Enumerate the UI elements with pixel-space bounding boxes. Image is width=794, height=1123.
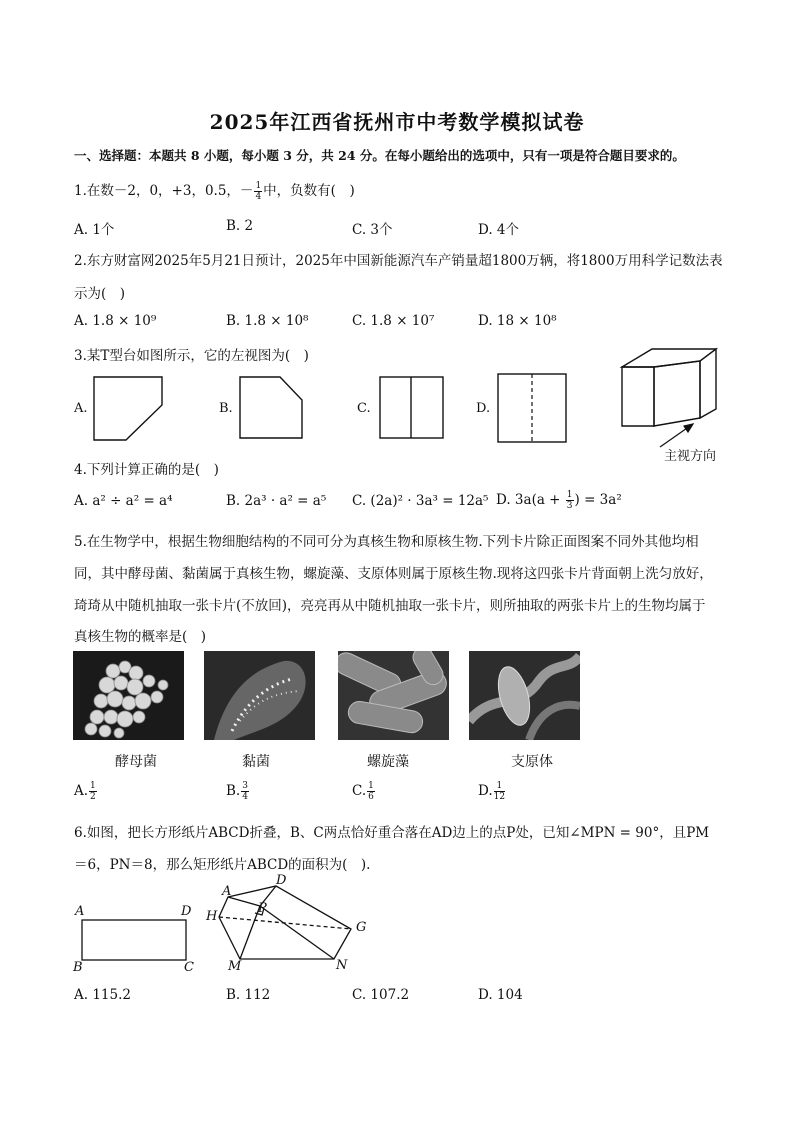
- q5-c-den: 6: [368, 792, 374, 802]
- q4-option-d[interactable]: [496, 490, 622, 511]
- q6-rect-label-a: A: [75, 904, 85, 919]
- caption-spirulina: 螺旋藻: [367, 754, 409, 770]
- q5-option-d[interactable]: [478, 781, 506, 802]
- q6-rect-label-b: B: [73, 960, 83, 975]
- q3-option-d-label[interactable]: D.: [476, 401, 491, 416]
- q4-option-c[interactable]: C. (2a)² · 3a³ = 12a⁵: [352, 493, 489, 509]
- question-5-line-1: 5.在生物学中，根据生物细胞结构的不同可分为真核生物和原核生物.下列卡片除正面图案不同外其他均相: [74, 534, 699, 550]
- q3-shape-a: [94, 377, 162, 440]
- q3-solid-figure: [622, 349, 716, 426]
- section-heading: 一、选择题：本题共 8 小题，每小题 3 分，共 24 分。在每小题给出的选项中，只有一项是符合题目要求的。: [74, 148, 685, 163]
- slime-mold-photo: [204, 651, 315, 740]
- q4-d-frac-num: 1: [566, 490, 573, 500]
- q5-b-den: 4: [242, 792, 248, 802]
- q3-shape-b: [240, 377, 302, 438]
- q1-stem-b: 中，负数有( ): [263, 183, 355, 199]
- q2-option-d[interactable]: D. 18 × 10⁸: [478, 313, 557, 329]
- q1-option-c[interactable]: C. 3个: [352, 222, 393, 238]
- q6-rect-label-d: D: [181, 904, 192, 919]
- q5-option-a[interactable]: [74, 781, 98, 802]
- q4-option-b[interactable]: B. 2a³ · a² = a⁵: [226, 493, 327, 509]
- q6-fold-label-m: M: [228, 959, 242, 974]
- q2-option-a[interactable]: A. 1.8 × 10⁹: [74, 313, 157, 329]
- q3-figures: [0, 0, 794, 470]
- q2-option-c[interactable]: C. 1.8 × 10⁷: [352, 313, 435, 329]
- q1-option-d[interactable]: D. 4个: [478, 222, 520, 238]
- question-6-line-1: 6.如图，把长方形纸片ABCD折叠，B、C两点恰好重合落在AD边上的点P处，已知∠MPN = 90°，且PM: [74, 825, 710, 841]
- q1-frac-den: 4: [255, 192, 262, 202]
- question-6-line-2: ＝6，PN＝8，那么矩形纸片ABCD的面积为( ).: [74, 857, 371, 873]
- q5-d-fraction: [494, 781, 505, 802]
- q6-option-c[interactable]: C. 107.2: [352, 987, 410, 1003]
- q5-a-prefix: A.: [74, 783, 89, 799]
- page-title: 2025年江西省抚州市中考数学模拟试卷: [209, 110, 585, 134]
- q4-option-a[interactable]: A. a² ÷ a² = a⁴: [74, 493, 173, 509]
- q6-fold-label-n: N: [336, 958, 348, 973]
- caption-yeast: 酵母菌: [115, 754, 157, 770]
- q2-option-b[interactable]: B. 1.8 × 10⁸: [226, 313, 309, 329]
- question-3-stem: 3.某T型台如图所示，它的左视图为( ): [74, 348, 309, 364]
- mycoplasma-photo: [469, 651, 580, 740]
- question-5-line-3: 琦琦从中随机抽取一张卡片(不放回)，亮亮再从中随机抽取一张卡片，则所抽取的两张卡片上的生物均属于: [74, 598, 706, 614]
- question-5-line-2: 同，其中酵母菌、黏菌属于真核生物，螺旋藻、支原体则属于原核生物.现将这四张卡片背面朝上洗匀放好，: [74, 566, 713, 582]
- q4-d-part-a: D. 3a(a +: [496, 492, 565, 508]
- q6-fold-label-p: P: [258, 901, 267, 916]
- q3-option-b-label[interactable]: B.: [219, 401, 233, 416]
- q5-c-fraction: [367, 781, 375, 802]
- yeast-photo: [73, 651, 184, 740]
- q5-a-num: 1: [90, 781, 96, 791]
- q3-option-c-label[interactable]: C.: [357, 401, 371, 416]
- question-2-line-1: 2.东方财富网2025年5月21日预计，2025年中国新能源汽车产销量超1800万辆，将1800万用科学记数法表: [74, 253, 723, 269]
- q6-fold-label-a: A: [222, 884, 232, 899]
- q6-option-b[interactable]: B. 112: [226, 987, 271, 1003]
- q4-d-fraction: [566, 490, 574, 511]
- q1-option-a[interactable]: A. 1个: [74, 222, 115, 238]
- q1-stem-a: 1.在数－2，0，+3，0.5，－: [74, 183, 254, 199]
- q5-b-fraction: [241, 781, 249, 802]
- q5-a-fraction: [89, 781, 97, 802]
- q5-d-num: 1: [494, 781, 505, 792]
- question-4-stem: 4.下列计算正确的是( ): [74, 462, 219, 478]
- q5-option-b[interactable]: [226, 781, 250, 802]
- q1-option-b[interactable]: B. 2: [226, 218, 254, 234]
- q5-option-c[interactable]: [352, 781, 376, 802]
- view-direction-arrow: [660, 424, 693, 447]
- spirulina-photo: [338, 651, 449, 740]
- q4-d-frac-den: 3: [566, 501, 573, 511]
- q5-c-prefix: C.: [352, 783, 367, 799]
- q5-c-num: 1: [368, 781, 374, 791]
- q3-option-a-label[interactable]: A.: [74, 401, 88, 416]
- q5-b-num: 3: [242, 781, 248, 791]
- q6-rect-label-c: C: [184, 960, 194, 975]
- q5-b-prefix: B.: [226, 783, 241, 799]
- q6-fold-label-g: G: [356, 920, 367, 935]
- question-5-line-4: 真核生物的概率是( ): [74, 629, 207, 645]
- q5-a-den: 2: [90, 792, 96, 802]
- q1-frac-num: 1: [255, 181, 262, 191]
- caption-slime-mold: 黏菌: [242, 754, 270, 770]
- q6-fold-label-h: H: [206, 909, 218, 924]
- caption-mycoplasma: 支原体: [511, 754, 553, 770]
- q6-option-a[interactable]: A. 115.2: [74, 987, 131, 1003]
- q5-d-prefix: D.: [478, 783, 493, 799]
- q6-fold-label-d: D: [276, 873, 287, 888]
- q5-d-den: 12: [493, 792, 506, 802]
- q6-rectangle-abcd: [82, 920, 186, 960]
- q4-d-part-b: ) = 3a²: [574, 492, 622, 508]
- q6-fold-figure: [219, 886, 351, 959]
- question-2-line-2: 示为( ): [74, 286, 126, 302]
- q3-view-direction-caption: 主视方向: [664, 449, 717, 464]
- q6-option-d[interactable]: D. 104: [478, 987, 523, 1003]
